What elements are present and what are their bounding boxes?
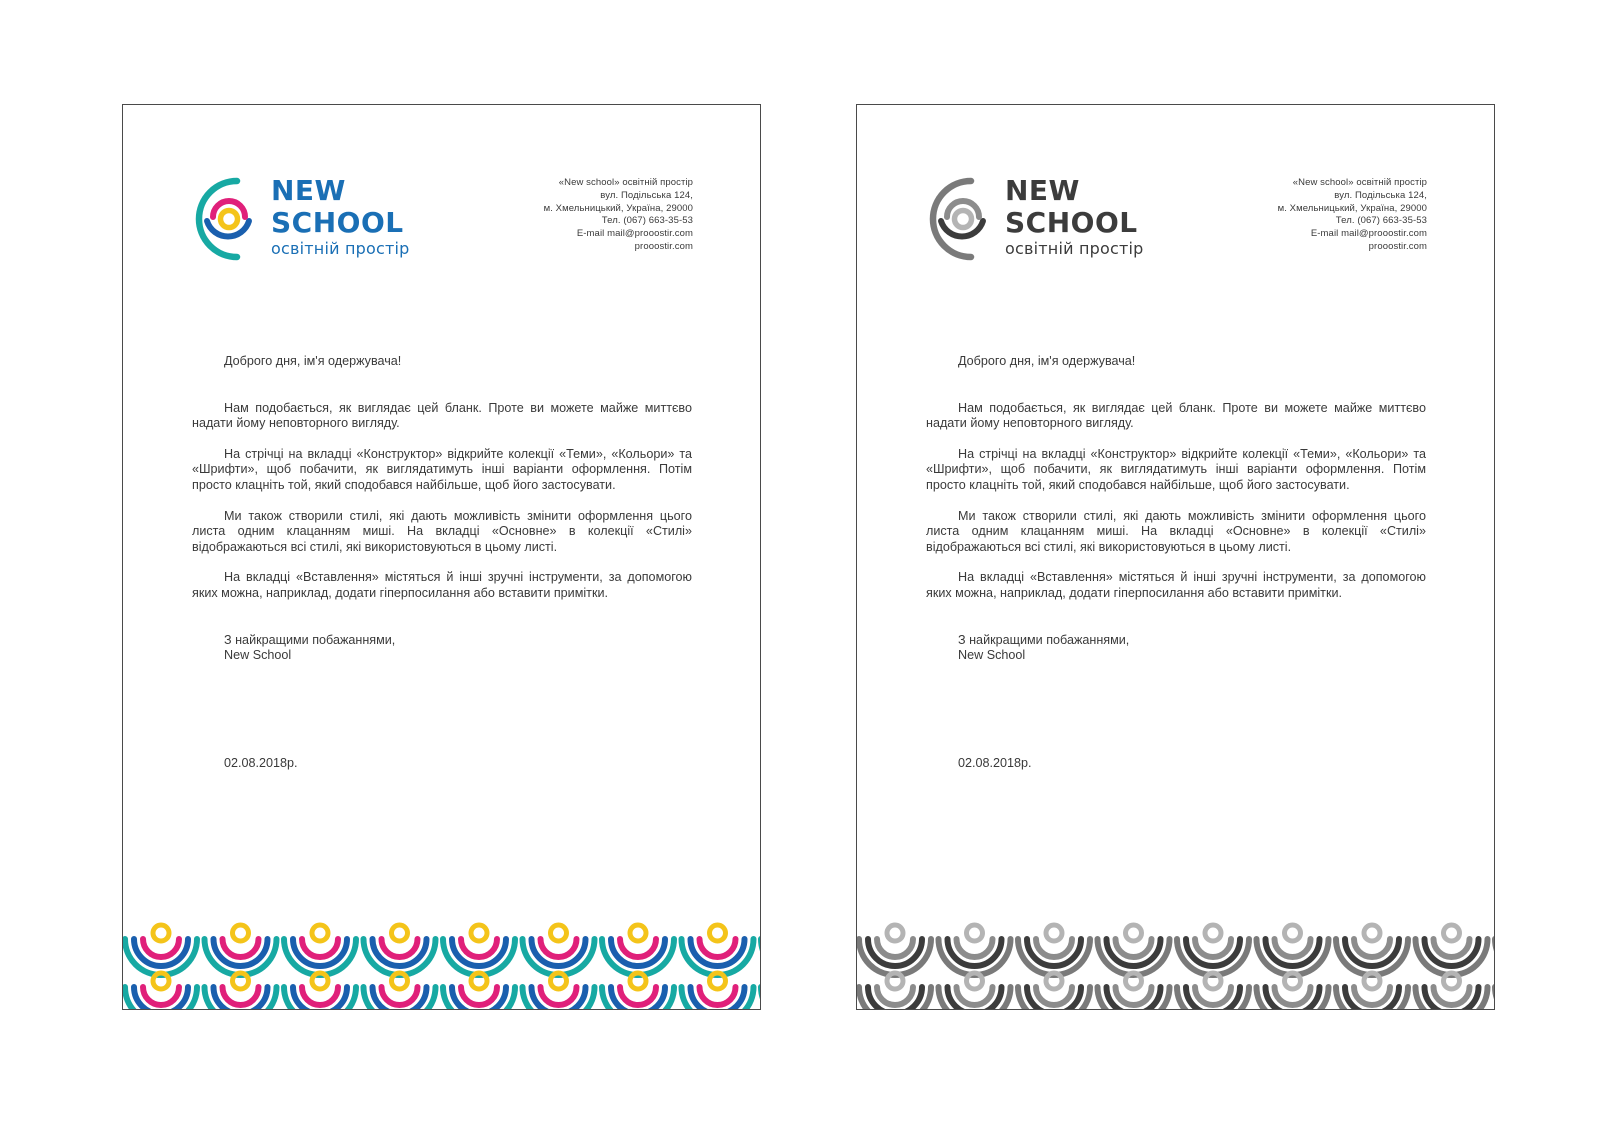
logo-mark-icon (191, 175, 267, 263)
pattern-motif (523, 925, 595, 975)
pattern-motif (602, 925, 674, 975)
pattern-motif (284, 925, 356, 975)
pattern-motif (682, 925, 754, 975)
pattern-motif (1416, 973, 1488, 1009)
logo-text-school: SCHOOL (1005, 206, 1138, 239)
contact-website: prooostir.com (1368, 240, 1427, 252)
paragraph-1: Нам подобається, як виглядає цей бланк. Проте ви можете майже миттєво надати йому неповторного вигляду. (926, 400, 1426, 431)
letterhead-mono-sheet (856, 104, 1495, 1010)
contact-city: м. Хмельницький, Україна, 29000 (543, 202, 693, 214)
pattern-motif (443, 925, 515, 975)
contact-phone: Тел. (067) 663-35-53 (601, 215, 693, 227)
signature: New School (958, 648, 1026, 663)
pattern-motif (443, 973, 515, 1009)
pattern-motif (284, 973, 356, 1009)
contact-org: «New school» освітній простір (558, 177, 693, 188)
decorative-pattern-border (123, 917, 760, 1009)
paragraph-1: Нам подобається, як виглядає цей бланк. Проте ви можете майже миттєво надати йому неповторного вигляду. (192, 400, 692, 431)
decorative-pattern-border (857, 917, 1494, 1009)
logo-text-new: NEW (271, 174, 346, 207)
new-school-logo (925, 175, 1155, 263)
contact-website: prooostir.com (634, 240, 693, 252)
greeting: Доброго дня, ім'я одержувача! (958, 354, 1136, 368)
letterhead-color-sheet (122, 104, 761, 1010)
pattern-motif (364, 925, 436, 975)
pattern-motif (602, 973, 674, 1009)
pattern-motif (859, 973, 931, 1009)
contact-street: вул. Подільська 124, (1334, 189, 1427, 201)
pattern-motif (939, 973, 1011, 1009)
pattern-motif (1257, 973, 1329, 1009)
paragraph-3: Ми також створили стилі, які дають можливість змінити оформлення цього листа одним клацанням миші. На вкладці «Основне» в колекції «Стилі» відображаються всі стилі, які використовуються в цьому листі. (926, 508, 1426, 554)
pattern-motif (1336, 973, 1408, 1009)
pattern-motif (1018, 925, 1090, 975)
pattern-motif (205, 925, 277, 975)
contact-city: м. Хмельницький, Україна, 29000 (1277, 202, 1427, 214)
pattern-motif (523, 973, 595, 1009)
pattern-motif (125, 973, 197, 1009)
paragraph-4: На вкладці «Вставлення» містяться й інші зручні інструменти, за допомогою яких можна, наприклад, додати гіперпосилання або вставити примітки. (926, 570, 1426, 600)
pattern-motif (1098, 925, 1170, 975)
logo-tagline: освітній простір (271, 239, 410, 258)
pattern-motif (859, 925, 931, 975)
contact-block (1187, 177, 1427, 254)
pattern-motif (1257, 925, 1329, 975)
pattern-motif (1018, 973, 1090, 1009)
letter-body (192, 354, 692, 664)
paragraph-2: На стрічці на вкладці «Конструктор» відкрийте колекції «Теми», «Кольори» та «Шрифти», щоб побачити, як виглядатимуть інші варіанти оформлення. Потім просто клацніть той, який сподобався найбільше, щоб його застосувати. (926, 446, 1426, 492)
pattern-motif (205, 973, 277, 1009)
pattern-motif (1177, 925, 1249, 975)
logo-mark-icon (925, 175, 1001, 263)
closing (926, 633, 1426, 664)
contact-block (453, 177, 693, 254)
logo-tagline: освітній простір (1005, 239, 1144, 258)
contact-email: E-mail mail@prooostir.com (576, 228, 693, 240)
pattern-motif (939, 925, 1011, 975)
pattern-motif (364, 973, 436, 1009)
pattern-motif (1177, 973, 1249, 1009)
contact-org: «New school» освітній простір (1292, 177, 1427, 188)
contact-phone: Тел. (067) 663-35-53 (1335, 215, 1427, 227)
logo-text-school: SCHOOL (271, 206, 404, 239)
letter-body (926, 354, 1426, 664)
closing-line: З найкращими побажаннями, (958, 632, 1130, 647)
contact-email: E-mail mail@prooostir.com (1310, 228, 1427, 240)
paragraph-4: На вкладці «Вставлення» містяться й інші зручні інструменти, за допомогою яких можна, наприклад, додати гіперпосилання або вставити примітки. (192, 570, 692, 600)
new-school-logo (191, 175, 421, 263)
pattern-motif (1336, 925, 1408, 975)
greeting: Доброго дня, ім'я одержувача! (224, 354, 402, 368)
contact-street: вул. Подільська 124, (600, 189, 693, 201)
logo-text-new: NEW (1005, 174, 1080, 207)
signature: New School (224, 648, 292, 663)
pattern-motif (682, 973, 754, 1009)
paragraph-3: Ми також створили стилі, які дають можливість змінити оформлення цього листа одним клацанням миші. На вкладці «Основне» в колекції «Стилі» відображаються всі стилі, які використовуються в цьому листі. (192, 508, 692, 554)
pattern-motif (1416, 925, 1488, 975)
letter-date: 02.08.2018р. (224, 756, 298, 770)
pattern-motif (1098, 973, 1170, 1009)
closing-line: З найкращими побажаннями, (224, 632, 396, 647)
letter-date: 02.08.2018р. (958, 756, 1032, 770)
pattern-motif (125, 925, 197, 975)
closing (192, 633, 692, 664)
paragraph-2: На стрічці на вкладці «Конструктор» відкрийте колекції «Теми», «Кольори» та «Шрифти», щоб побачити, як виглядатимуть інші варіанти оформлення. Потім просто клацніть той, який сподобався найбільше, щоб його застосувати. (192, 446, 692, 492)
